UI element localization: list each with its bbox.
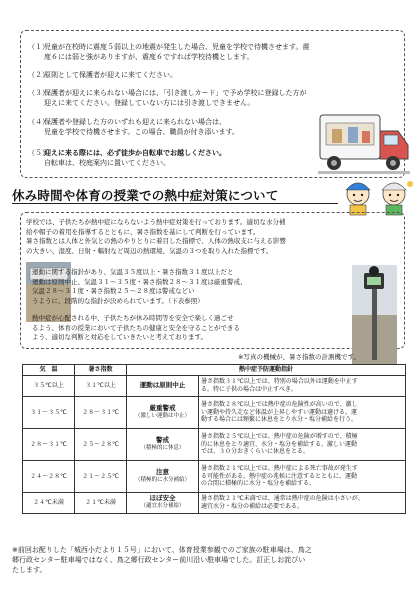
level-cell: [127, 397, 199, 429]
item-number: （１）: [28, 43, 49, 51]
notice-line: ※前回お配りした「城西小だより１５号」において、体育授業参観でのご家族の駐車場は、鳥之: [12, 546, 312, 554]
wbgt-cell: ２１℃未満: [75, 493, 127, 514]
info-line: 運動に関する指針があり、気温３５度以上・暑さ指数３１度以上だと: [32, 268, 234, 276]
notice-line: 郷行政センター駐車場ではなく、鳥之郷行政センター前川沿い駐車場でした。訂正しお詫びい: [12, 556, 306, 564]
kids-illustration: [338, 178, 418, 216]
correction-notice: [12, 545, 412, 575]
info-line: の大きい、湿度、日射・輻射など周辺の熱環境、気温の３つを取り入れた指標です。: [26, 246, 273, 255]
wbgt-cell: ２１～２５℃: [75, 461, 127, 493]
guide-cell: [199, 493, 406, 514]
table-row: [23, 429, 406, 461]
level-sub: （積極的に休息）: [140, 444, 185, 451]
info-paragraph-2: [32, 268, 247, 306]
guide-line: 暑さ指数２８℃以上では熱中症の危険性が高いので、激し: [201, 400, 358, 408]
item-number: （４）: [28, 118, 49, 126]
info-line: るよう、体育の授業において子供たちの健康と安全を守ることができる: [32, 323, 240, 332]
item-number: （５）: [28, 149, 49, 157]
item-line: 児童を学校で待機させます。この場合、職員が付き添います。: [44, 128, 239, 136]
table-header-row: [23, 365, 406, 376]
table-row: [23, 397, 406, 429]
header-temperature: 気 温: [23, 365, 75, 376]
level-label: ほぼ安全: [149, 494, 176, 503]
guide-cell: [199, 461, 406, 493]
guide-cell: [199, 429, 406, 461]
truck-illustration: [318, 105, 410, 180]
guide-line: では、３０分おきくらいに休息をとる。: [201, 448, 310, 456]
info-line: 暑さ指数とは人体と外気との熱のやりとりに着目した指標で、人体の熱収支に与える影響: [26, 237, 286, 245]
temp-cell: ３５℃以上: [23, 376, 75, 397]
notice-line: たします。: [12, 566, 47, 574]
wbgt-cell: ２８～３１℃: [75, 397, 127, 429]
item-line: 児童が在校時に震度５弱以上の地震が発生した場合、児童を学校で待機させます。震: [44, 43, 310, 51]
info-line: 運動は原則中止、気温３１～３５度・暑さ指数２８～３１度は厳重警戒、: [32, 277, 247, 286]
level-cell: [127, 376, 199, 397]
table-row: [23, 461, 406, 493]
info-line: 気温２８～３１度・暑さ指数２５～２８度は警戒などい: [32, 287, 195, 295]
table-row: [23, 493, 406, 514]
heat-index-table: [22, 364, 406, 514]
section-title-underline: [12, 203, 338, 204]
temp-cell: ２８～３１℃: [23, 429, 75, 461]
guide-cell: [199, 376, 406, 397]
level-label: 厳重警戒: [149, 403, 176, 412]
temp-cell: ３１～３５℃: [23, 397, 75, 429]
item-line: 迎えに来てください。登録していない方には引き渡しできません。: [44, 99, 255, 107]
guide-line: 暑さ指数３１℃以上では、特別の場合以外は運動を中止す: [201, 378, 358, 386]
item-line: 度６には弱と強がありますが、震度６ですれば学校待機とします。: [44, 53, 254, 61]
info-line: よう、適切な判断と対応をしていきたいと考えております。: [32, 333, 207, 341]
item-line: 保護者や登録した方のいずれも迎えに来られない場合は、: [44, 118, 226, 126]
item-line-bold: 迎えに来る際には、必ず徒歩か自転車でお越しください。: [44, 149, 226, 157]
item-number: （３）: [28, 89, 49, 97]
guide-line: 暑さ指数２１℃以上では、熱中症による死亡事故が発生す: [201, 464, 358, 472]
temp-cell: ２４～２８℃: [23, 461, 75, 493]
level-cell: [127, 493, 199, 514]
header-wbgt: 暑さ指数: [75, 365, 127, 376]
level-cell: [127, 461, 199, 493]
guide-line: 暑さ指数２１℃未満では、通常は熱中症の危険は小さいが、: [201, 495, 364, 503]
section-title: 休み時間や体育の授業での熱中症対策について: [12, 188, 279, 203]
guide-line: の合間に積極的に水分・塩分を補給する。: [201, 480, 316, 488]
guide-line: る。特に子供の場合は中止すべき。: [201, 386, 297, 393]
guide-line: 動する場合には頻繁に休息をとり水分・塩分補給を行う。: [201, 416, 358, 424]
guide-line: 的に休息をとり適宜、水分・塩分を補給する。激しい運動: [201, 440, 358, 448]
level-cell: [127, 429, 199, 461]
guide-line: る可能性がある。熱中症の兆候に注意するとともに、運動: [201, 472, 358, 480]
level-sub: （適宜水分補給）: [140, 503, 185, 509]
guide-cell: [199, 397, 406, 429]
info-line: うように、段階的な指針が決められています。（下表参照）: [32, 296, 204, 305]
wbgt-meter-photo: [352, 265, 397, 365]
item-line: 自転車は、校庭案内に置いてください。: [44, 159, 170, 167]
info-line: 熱中症が心配される中、子供たちが休み時間等を安全で楽しく過ごせ: [32, 314, 234, 322]
wbgt-cell: ３１℃以上: [75, 376, 127, 397]
info-line: 給や帽子の着用を指導するとともに、暑さ指数を基にして判断を行っています。: [26, 227, 260, 236]
level-sub: （積極的に水分補給）: [134, 476, 190, 483]
info-paragraph-3: [32, 314, 240, 343]
info-paragraph-1: [26, 218, 286, 256]
item-number: （２）: [28, 71, 49, 79]
level-label: 注意: [156, 467, 169, 476]
item-line: 原則として保護者が迎えに来てください。: [44, 71, 177, 79]
temp-cell: ２４℃未満: [23, 493, 75, 514]
level-label: 運動は原則中止: [139, 381, 186, 390]
table-row: [23, 376, 406, 397]
info-line: 学校では、子供たちが熱中症にならないよう熱中症対策を行っております。適切な水分補: [26, 218, 286, 226]
wbgt-cell: ２５～２８℃: [75, 429, 127, 461]
level-label: 警戒: [156, 435, 169, 444]
level-sub: （激しい運動は中止）: [134, 412, 190, 419]
header-guideline: 熱中症予防運動指針: [127, 365, 406, 376]
guide-line: い運動や持久走など体温が上昇しやすい運動は避ける。運: [201, 408, 358, 416]
guide-line: 暑さ指数２５℃以上では、熱中症の危険が増すので、積極: [201, 432, 358, 440]
photo-caption: ※写真の機械が、暑さ指数の計測機です。: [238, 353, 360, 361]
guide-line: 適宜水分・塩分の補給は必要である。: [201, 503, 304, 510]
item-line: 保護者が迎えに来られない場合には、「引き渡しカード」で予め学校に登録した方が: [44, 89, 307, 97]
